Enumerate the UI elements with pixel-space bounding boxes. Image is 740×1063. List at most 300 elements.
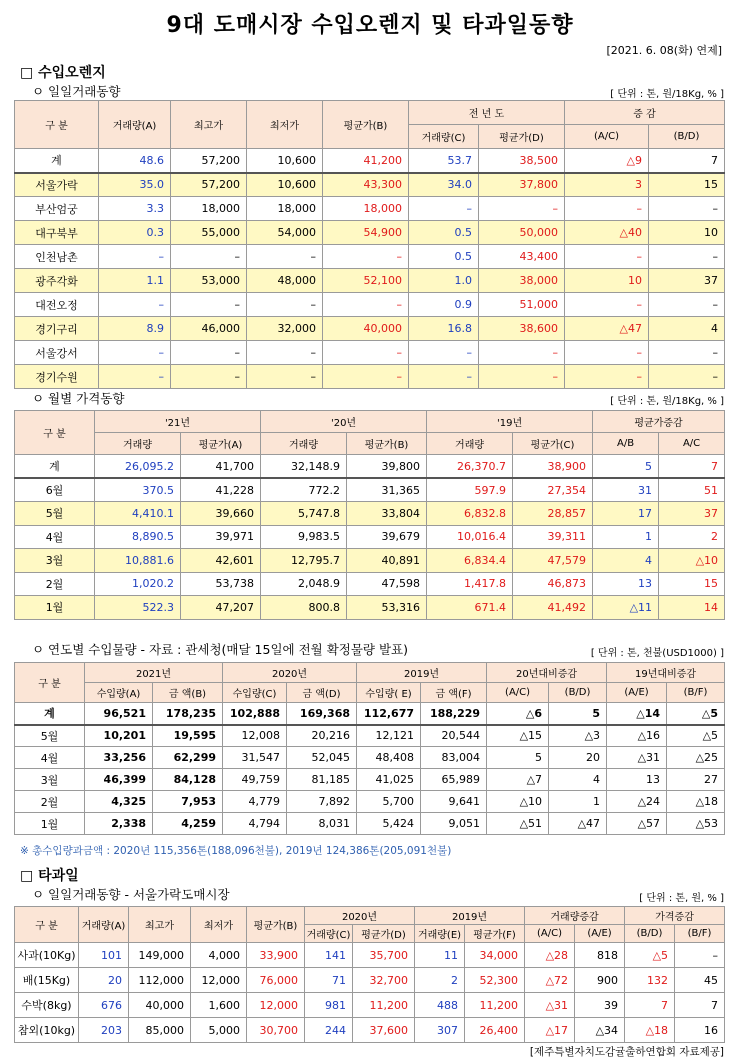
- cell-ac: △10: [487, 791, 549, 813]
- cell-volC: 981: [305, 993, 353, 1018]
- section-fruit-heading: □ 타과일: [20, 868, 79, 884]
- f-col-avgF: 평균가(F): [465, 925, 525, 943]
- f-col-ac: (A/C): [525, 925, 575, 943]
- cell-mF: 9,641: [421, 791, 487, 813]
- table-row: [15, 197, 725, 221]
- cell-avgC: 28,857: [513, 502, 593, 526]
- cell-ac: –: [565, 293, 649, 317]
- table-row: [15, 703, 725, 725]
- cell-qA: 10,201: [85, 725, 153, 747]
- cell-ab: 1: [593, 525, 659, 549]
- cell-avgF: 26,400: [465, 1018, 525, 1043]
- row-name: 서울가락: [15, 173, 99, 197]
- f-col-bf: (B/F): [675, 925, 725, 943]
- table-row: [15, 968, 725, 993]
- i-col-20: 2020년: [223, 663, 357, 683]
- cell-bd: 4: [649, 317, 725, 341]
- cell-vol19: 1,417.8: [427, 572, 513, 596]
- cell-vol21: 1,020.2: [95, 572, 181, 596]
- cell-vol: –: [99, 293, 171, 317]
- m-col-ab: A/B: [593, 433, 659, 455]
- cell-avgB: 33,804: [347, 502, 427, 526]
- cell-qA: 46,399: [85, 769, 153, 791]
- cell-high: –: [171, 341, 247, 365]
- cell-prev-avg: 43,400: [479, 245, 565, 269]
- col-gubun: 구 분: [15, 101, 99, 149]
- table-row: [15, 993, 725, 1018]
- cell-ac: –: [565, 341, 649, 365]
- cell-avgC: 47,579: [513, 549, 593, 573]
- row-name: 인천남촌: [15, 245, 99, 269]
- row-name: 2월: [15, 791, 85, 813]
- cell-low: 1,600: [191, 993, 247, 1018]
- col-low: 최저가: [247, 101, 323, 149]
- row-name: 1월: [15, 596, 95, 620]
- cell-prev-vol: 0.5: [409, 245, 479, 269]
- col-prev-vol: 거래량(C): [409, 125, 479, 149]
- col-vol: 거래량(A): [99, 101, 171, 149]
- cell-prev-avg: 38,500: [479, 149, 565, 173]
- cell-vol: 20: [79, 968, 129, 993]
- cell-low: 54,000: [247, 221, 323, 245]
- cell-high: –: [171, 293, 247, 317]
- cell-ac: 3: [565, 173, 649, 197]
- cell-prev-avg: –: [479, 365, 565, 389]
- cell-ac: △6: [487, 703, 549, 725]
- cell-bd: 1: [549, 791, 607, 813]
- row-name: 경기구리: [15, 317, 99, 341]
- cell-mD: 7,892: [287, 791, 357, 813]
- cell-vol19: 10,016.4: [427, 525, 513, 549]
- cell-ac: 37: [659, 502, 725, 526]
- col-prev-year: 전 년 도: [409, 101, 565, 125]
- cell-vol: –: [99, 365, 171, 389]
- row-name: 3월: [15, 549, 95, 573]
- m-col-avgA: 평균가(A): [181, 433, 261, 455]
- i-col-gubun: 구 분: [15, 663, 85, 703]
- row-name: 대구북부: [15, 221, 99, 245]
- cell-avg: 18,000: [323, 197, 409, 221]
- cell-avgC: 46,873: [513, 572, 593, 596]
- cell-avgB: 53,316: [347, 596, 427, 620]
- col-high: 최고가: [171, 101, 247, 149]
- f-col-ae: (A/E): [575, 925, 625, 943]
- cell-qC: 4,794: [223, 813, 287, 835]
- row-name: 2월: [15, 572, 95, 596]
- cell-prev-vol: 0.5: [409, 221, 479, 245]
- cell-bd: △18: [625, 1018, 675, 1043]
- table-row: [15, 769, 725, 791]
- cell-avgA: 39,971: [181, 525, 261, 549]
- cell-ac: △47: [565, 317, 649, 341]
- col-diff: 증 감: [565, 101, 725, 125]
- cell-ac: △72: [525, 968, 575, 993]
- cell-bf: △25: [667, 747, 725, 769]
- cell-high: 149,000: [129, 943, 191, 968]
- cell-prev-avg: 38,000: [479, 269, 565, 293]
- i-col-bf: (B/F): [667, 683, 725, 703]
- cell-avgB: 39,800: [347, 455, 427, 479]
- cell-ae: △31: [607, 747, 667, 769]
- table-row: [15, 572, 725, 596]
- row-name: 수박(8kg): [15, 993, 79, 1018]
- table-row: [15, 269, 725, 293]
- cell-mB: 7,953: [153, 791, 223, 813]
- cell-bd: 7: [649, 149, 725, 173]
- cell-qE: 5,700: [357, 791, 421, 813]
- cell-bd: 4: [549, 769, 607, 791]
- cell-bd: 20: [549, 747, 607, 769]
- cell-avg: –: [323, 293, 409, 317]
- m-col-avgB: 평균가(B): [347, 433, 427, 455]
- cell-vol: 676: [79, 993, 129, 1018]
- cell-avgA: 39,660: [181, 502, 261, 526]
- cell-bd: –: [649, 197, 725, 221]
- row-name: 사과(10Kg): [15, 943, 79, 968]
- cell-ab: 13: [593, 572, 659, 596]
- cell-ac: △40: [565, 221, 649, 245]
- cell-low: 10,600: [247, 173, 323, 197]
- cell-avgA: 53,738: [181, 572, 261, 596]
- cell-mD: 8,031: [287, 813, 357, 835]
- cell-mF: 20,544: [421, 725, 487, 747]
- cell-mB: 178,235: [153, 703, 223, 725]
- table-row: [15, 747, 725, 769]
- i-col-d20: 20년대비증감: [487, 663, 607, 683]
- cell-avgD: 32,700: [353, 968, 415, 993]
- cell-qA: 96,521: [85, 703, 153, 725]
- cell-ab: △11: [593, 596, 659, 620]
- cell-qE: 48,408: [357, 747, 421, 769]
- cell-low: 32,000: [247, 317, 323, 341]
- cell-ae: 818: [575, 943, 625, 968]
- i-col-mB: 금 액(B): [153, 683, 223, 703]
- cell-avg: –: [323, 365, 409, 389]
- monthly-unit: [ 단위 : 톤, 원/18Kg, % ]: [610, 396, 724, 407]
- cell-low: 5,000: [191, 1018, 247, 1043]
- cell-ac: 2: [659, 525, 725, 549]
- cell-mB: 84,128: [153, 769, 223, 791]
- cell-prev-avg: –: [479, 341, 565, 365]
- cell-avgB: 47,598: [347, 572, 427, 596]
- cell-ab: 4: [593, 549, 659, 573]
- cell-bd: △3: [549, 725, 607, 747]
- cell-low: 12,000: [191, 968, 247, 993]
- cell-prev-avg: 37,800: [479, 173, 565, 197]
- cell-volE: 488: [415, 993, 465, 1018]
- cell-ac: △7: [487, 769, 549, 791]
- cell-qE: 41,025: [357, 769, 421, 791]
- cell-mF: 65,989: [421, 769, 487, 791]
- cell-ab: 17: [593, 502, 659, 526]
- i-col-qE: 수입량( E): [357, 683, 421, 703]
- f-col-pdiff: 가격증감: [625, 907, 725, 925]
- cell-high: 85,000: [129, 1018, 191, 1043]
- cell-prev-vol: –: [409, 197, 479, 221]
- cell-qE: 12,121: [357, 725, 421, 747]
- cell-ac: △51: [487, 813, 549, 835]
- cell-avg: 12,000: [247, 993, 305, 1018]
- table-row: [15, 549, 725, 573]
- table-row: [15, 293, 725, 317]
- row-name: 서울강서: [15, 341, 99, 365]
- cell-ac: △31: [525, 993, 575, 1018]
- cell-ac: 15: [659, 572, 725, 596]
- table-row: [15, 478, 725, 502]
- daily-subtitle: ㅇ 일일거래동향: [32, 84, 121, 99]
- f-col-volE: 거래량(E): [415, 925, 465, 943]
- cell-avgA: 47,207: [181, 596, 261, 620]
- cell-vol: 48.6: [99, 149, 171, 173]
- cell-ae: △16: [607, 725, 667, 747]
- cell-vol: 203: [79, 1018, 129, 1043]
- cell-vol19: 6,832.8: [427, 502, 513, 526]
- m-col-20: '20년: [261, 411, 427, 433]
- cell-bd: △5: [625, 943, 675, 968]
- cell-mF: 83,004: [421, 747, 487, 769]
- cell-prev-avg: 50,000: [479, 221, 565, 245]
- monthly-subtitle: ㅇ 월별 가격동향: [32, 391, 125, 406]
- i-col-21: 2021년: [85, 663, 223, 683]
- table-row: [15, 365, 725, 389]
- f-col-vol: 거래량(A): [79, 907, 129, 943]
- cell-high: 18,000: [171, 197, 247, 221]
- cell-mB: 4,259: [153, 813, 223, 835]
- cell-prev-avg: 38,600: [479, 317, 565, 341]
- cell-vol: 0.3: [99, 221, 171, 245]
- cell-high: –: [171, 365, 247, 389]
- i-col-d19: 19년대비증감: [607, 663, 725, 683]
- source-footer: [제주특별자치도감귤출하연합회 자료제공]: [529, 1046, 724, 1058]
- cell-qC: 4,779: [223, 791, 287, 813]
- cell-qC: 12,008: [223, 725, 287, 747]
- cell-ac: △15: [487, 725, 549, 747]
- cell-avgC: 41,492: [513, 596, 593, 620]
- import-subtitle: ㅇ 연도별 수입물량 - 자료 : 관세청(매달 15일에 전월 확정물량 발표): [32, 642, 408, 657]
- cell-avgF: 52,300: [465, 968, 525, 993]
- cell-ae: △14: [607, 703, 667, 725]
- cell-vol20: 2,048.9: [261, 572, 347, 596]
- cell-bf: △5: [667, 703, 725, 725]
- cell-avgB: 31,365: [347, 478, 427, 502]
- cell-ae: 39: [575, 993, 625, 1018]
- cell-prev-vol: 0.9: [409, 293, 479, 317]
- cell-avgD: 37,600: [353, 1018, 415, 1043]
- cell-ae: △34: [575, 1018, 625, 1043]
- row-name: 6월: [15, 478, 95, 502]
- row-name: 계: [15, 455, 95, 479]
- import-volume-table: [14, 662, 725, 835]
- cell-qC: 102,888: [223, 703, 287, 725]
- table-row: [15, 341, 725, 365]
- cell-vol: 3.3: [99, 197, 171, 221]
- cell-vol19: 597.9: [427, 478, 513, 502]
- cell-low: 4,000: [191, 943, 247, 968]
- cell-mF: 9,051: [421, 813, 487, 835]
- cell-bf: –: [675, 943, 725, 968]
- cell-avg: 41,200: [323, 149, 409, 173]
- cell-ac: –: [565, 197, 649, 221]
- cell-avgA: 42,601: [181, 549, 261, 573]
- cell-bf: 16: [675, 1018, 725, 1043]
- cell-ac: △17: [525, 1018, 575, 1043]
- cell-avg: 43,300: [323, 173, 409, 197]
- cell-qE: 112,677: [357, 703, 421, 725]
- table-row: [15, 455, 725, 479]
- cell-ae: △57: [607, 813, 667, 835]
- i-col-mF: 금 액(F): [421, 683, 487, 703]
- row-name: 5월: [15, 725, 85, 747]
- cell-bd: 15: [649, 173, 725, 197]
- cell-high: 57,200: [171, 173, 247, 197]
- cell-vol20: 800.8: [261, 596, 347, 620]
- cell-mB: 19,595: [153, 725, 223, 747]
- cell-mD: 81,185: [287, 769, 357, 791]
- table-row: [15, 813, 725, 835]
- cell-ac: 14: [659, 596, 725, 620]
- cell-bd: –: [649, 293, 725, 317]
- cell-ac: 5: [487, 747, 549, 769]
- cell-prev-vol: –: [409, 341, 479, 365]
- table-row: [15, 596, 725, 620]
- cell-qA: 33,256: [85, 747, 153, 769]
- cell-high: 53,000: [171, 269, 247, 293]
- table-row: [15, 791, 725, 813]
- cell-volE: 307: [415, 1018, 465, 1043]
- cell-vol20: 9,983.5: [261, 525, 347, 549]
- cell-high: 55,000: [171, 221, 247, 245]
- cell-vol19: 6,834.4: [427, 549, 513, 573]
- cell-volC: 141: [305, 943, 353, 968]
- cell-vol19: 671.4: [427, 596, 513, 620]
- table-row: [15, 502, 725, 526]
- row-name: 경기수원: [15, 365, 99, 389]
- cell-avgB: 40,891: [347, 549, 427, 573]
- table-row: [15, 725, 725, 747]
- row-name: 계: [15, 703, 85, 725]
- cell-avgC: 27,354: [513, 478, 593, 502]
- cell-avg: –: [323, 245, 409, 269]
- cell-high: 112,000: [129, 968, 191, 993]
- i-col-ae: (A/E): [607, 683, 667, 703]
- m-col-ac: A/C: [659, 433, 725, 455]
- col-bd: (B/D): [649, 125, 725, 149]
- cell-vol20: 772.2: [261, 478, 347, 502]
- cell-ac: 10: [565, 269, 649, 293]
- cell-ac: –: [565, 245, 649, 269]
- row-name: 계: [15, 149, 99, 173]
- cell-low: 10,600: [247, 149, 323, 173]
- f-col-avg: 평균가(B): [247, 907, 305, 943]
- cell-avgF: 11,200: [465, 993, 525, 1018]
- cell-qE: 5,424: [357, 813, 421, 835]
- cell-qA: 4,325: [85, 791, 153, 813]
- col-prev-avg: 평균가(D): [479, 125, 565, 149]
- fruit-subtitle: ㅇ 일일거래동향 - 서울가락도매시장: [32, 887, 230, 902]
- cell-avg: 33,900: [247, 943, 305, 968]
- cell-avgD: 35,700: [353, 943, 415, 968]
- import-unit: [ 단위 : 톤, 천불(USD1000) ]: [590, 648, 724, 659]
- cell-prev-vol: 34.0: [409, 173, 479, 197]
- cell-prev-vol: 53.7: [409, 149, 479, 173]
- cell-ac: △10: [659, 549, 725, 573]
- cell-bd: 7: [625, 993, 675, 1018]
- m-col-19: '19년: [427, 411, 593, 433]
- i-col-qC: 수입량(C): [223, 683, 287, 703]
- cell-vol21: 10,881.6: [95, 549, 181, 573]
- i-col-ac: (A/C): [487, 683, 549, 703]
- cell-qA: 2,338: [85, 813, 153, 835]
- cell-vol20: 12,795.7: [261, 549, 347, 573]
- cell-avg: 76,000: [247, 968, 305, 993]
- table-row: [15, 1018, 725, 1043]
- f-col-vdiff: 거래량증감: [525, 907, 625, 925]
- cell-vol: 35.0: [99, 173, 171, 197]
- cell-bf: 45: [675, 968, 725, 993]
- f-col-bd: (B/D): [625, 925, 675, 943]
- cell-avgA: 41,228: [181, 478, 261, 502]
- table-row: [15, 943, 725, 968]
- cell-qC: 49,759: [223, 769, 287, 791]
- table-row: [15, 221, 725, 245]
- row-name: 대전오정: [15, 293, 99, 317]
- table-row: [15, 525, 725, 549]
- cell-volC: 244: [305, 1018, 353, 1043]
- cell-avg: 52,100: [323, 269, 409, 293]
- col-avg: 평균가(B): [323, 101, 409, 149]
- row-name: 4월: [15, 747, 85, 769]
- cell-vol: 1.1: [99, 269, 171, 293]
- cell-bd: –: [649, 365, 725, 389]
- monthly-price-table: [14, 410, 725, 620]
- m-col-rate: 평균가증감: [593, 411, 725, 433]
- cell-vol: 8.9: [99, 317, 171, 341]
- cell-vol21: 8,890.5: [95, 525, 181, 549]
- cell-mF: 188,229: [421, 703, 487, 725]
- cell-prev-avg: –: [479, 197, 565, 221]
- cell-ac: –: [565, 365, 649, 389]
- f-col-avgD: 평균가(D): [353, 925, 415, 943]
- cell-low: 48,000: [247, 269, 323, 293]
- cell-bd: 5: [549, 703, 607, 725]
- i-col-bd: (B/D): [549, 683, 607, 703]
- section-orange-heading: □ 수입오렌지: [20, 65, 106, 81]
- cell-avgF: 34,000: [465, 943, 525, 968]
- f-col-19: 2019년: [415, 907, 525, 925]
- cell-avgB: 39,679: [347, 525, 427, 549]
- i-col-qA: 수입량(A): [85, 683, 153, 703]
- row-name: 광주각화: [15, 269, 99, 293]
- import-note: ※ 총수입량과금액 : 2020년 115,356톤(188,096천불), 2019년 124,386톤(205,091천불): [20, 845, 452, 857]
- cell-ac: △28: [525, 943, 575, 968]
- cell-vol: –: [99, 245, 171, 269]
- cell-bd: 132: [625, 968, 675, 993]
- m-col-gubun: 구 분: [15, 411, 95, 455]
- cell-mB: 62,299: [153, 747, 223, 769]
- row-name: 4월: [15, 525, 95, 549]
- cell-prev-avg: 51,000: [479, 293, 565, 317]
- cell-low: –: [247, 365, 323, 389]
- cell-bf: △5: [667, 725, 725, 747]
- cell-ab: 31: [593, 478, 659, 502]
- cell-ae: 900: [575, 968, 625, 993]
- cell-mD: 169,368: [287, 703, 357, 725]
- m-col-vol20: 거래량: [261, 433, 347, 455]
- f-col-gubun: 구 분: [15, 907, 79, 943]
- f-col-high: 최고가: [129, 907, 191, 943]
- cell-bf: △53: [667, 813, 725, 835]
- cell-bf: 27: [667, 769, 725, 791]
